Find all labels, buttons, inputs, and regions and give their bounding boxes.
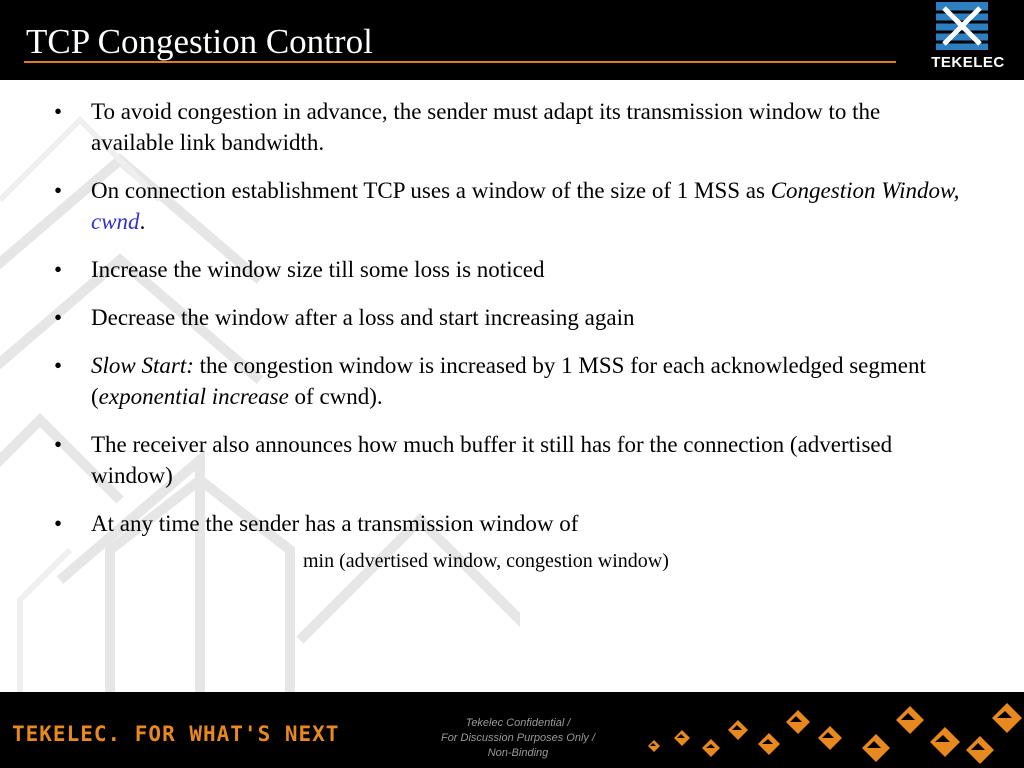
slide-header [0,0,1024,80]
bullet-text: To avoid congestion in advance, the sender must adapt its transmission window to the available link bandwidth. [91,99,881,155]
bullet-marker: • [54,511,63,536]
bullet-marker: • [54,99,63,124]
bullet-item [54,429,964,491]
chevron-arrow-icon [640,698,1024,768]
tekelec-logo [918,2,1018,76]
bullet-text: At any time the sender has a transmission window of [91,511,579,536]
bullet-marker: • [54,257,63,282]
bullet-text: The receiver also announces how much buffer it still has for the connection (advertised window) [91,432,893,488]
window-formula: min (advertised window, congestion window) [303,550,669,572]
bullet-item [54,96,964,158]
confidential-line: For Discussion Purposes Only / [440,732,596,744]
bullet-item [54,254,964,285]
slide-title: TCP Congestion Control [26,22,373,61]
bullet-marker: • [54,178,63,203]
bullet-marker: • [54,353,63,378]
bullet-item [54,175,964,237]
confidential-line: Tekelec Confidential / [465,717,571,729]
bullet-text: On connection establishment TCP uses a window of the size of 1 MSS as [91,178,771,203]
bullet-text-end: of cwnd). [288,384,383,409]
bullet-item [54,302,964,333]
footer-tagline: TEKELEC. FOR WHAT'S NEXT [12,722,340,746]
bullet-text: Decrease the window after a loss and start increasing again [91,305,635,330]
title-underline [24,61,896,63]
bullet-text: Increase the window size till some loss is noticed [91,257,545,282]
slow-start-term: Slow Start: [91,353,194,378]
bullet-text: the congestion window is increased by 1 MSS for each acknowledged segment ( [91,353,926,409]
cwnd-term: cwnd [91,209,140,234]
bullet-marker: • [54,305,63,330]
bullet-item [54,508,964,539]
confidential-line: Non-Binding [487,747,549,759]
bullet-item [54,350,964,412]
logo-wordmark: TEKELEC [931,54,1005,71]
bullet-italic-term: Congestion Window, [770,178,960,203]
bullet-text-end: . [139,209,146,234]
bullet-list [54,96,964,556]
exponential-increase-term: exponential increase [98,384,289,409]
confidential-notice [418,716,618,761]
bullet-marker: • [54,432,63,457]
tekelec-logo-icon [936,2,988,50]
